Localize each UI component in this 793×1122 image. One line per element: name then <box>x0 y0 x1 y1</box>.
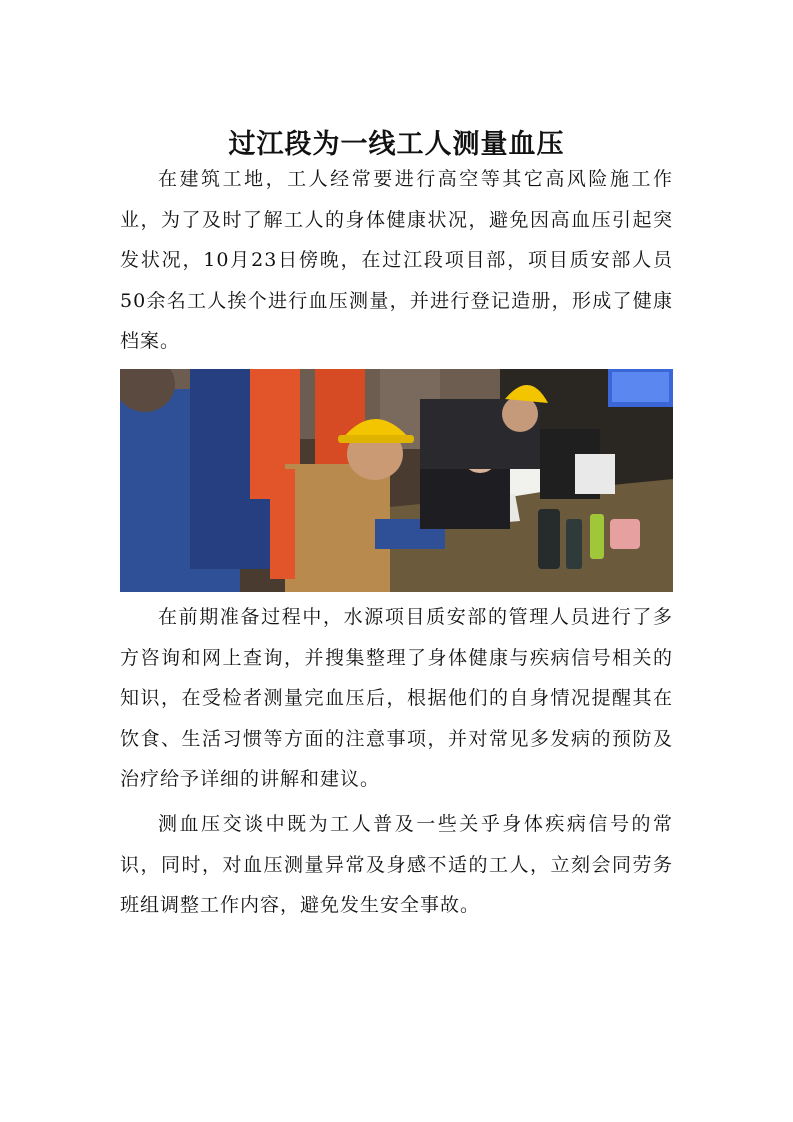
paragraph-intro: 在建筑工地，工人经常要进行高空等其它高风险施工作业，为了及时了解工人的身体健康状况，避免因高血压引起突发状况，10月23日傍晚，在过江段项目部，项目质安部人员50余名工人挨个进行血压测量，并进行登记造册，形成了健康档案。 <box>120 168 673 352</box>
paragraph-outcome: 测血压交谈中既为工人普及一些关乎身体疾病信号的常识，同时，对血压测量异常及身感不适的工人，立刻会同劳务班组调整工作内容，避免发生安全事故。 <box>120 813 673 916</box>
article-title: 过江段为一线工人测量血压 <box>228 129 565 161</box>
paragraph-preparation: 在前期准备过程中，水源项目质安部的管理人员进行了多方咨询和网上查询，并搜集整理了身体健康与疾病信号相关的知识，在受检者测量完血压后，根据他们的自身情况提醒其在饮食、生活习惯等方面的注意事项，并对常见多发病的预防及治疗给予详细的讲解和建议。 <box>120 606 673 790</box>
news-photo <box>120 369 673 592</box>
